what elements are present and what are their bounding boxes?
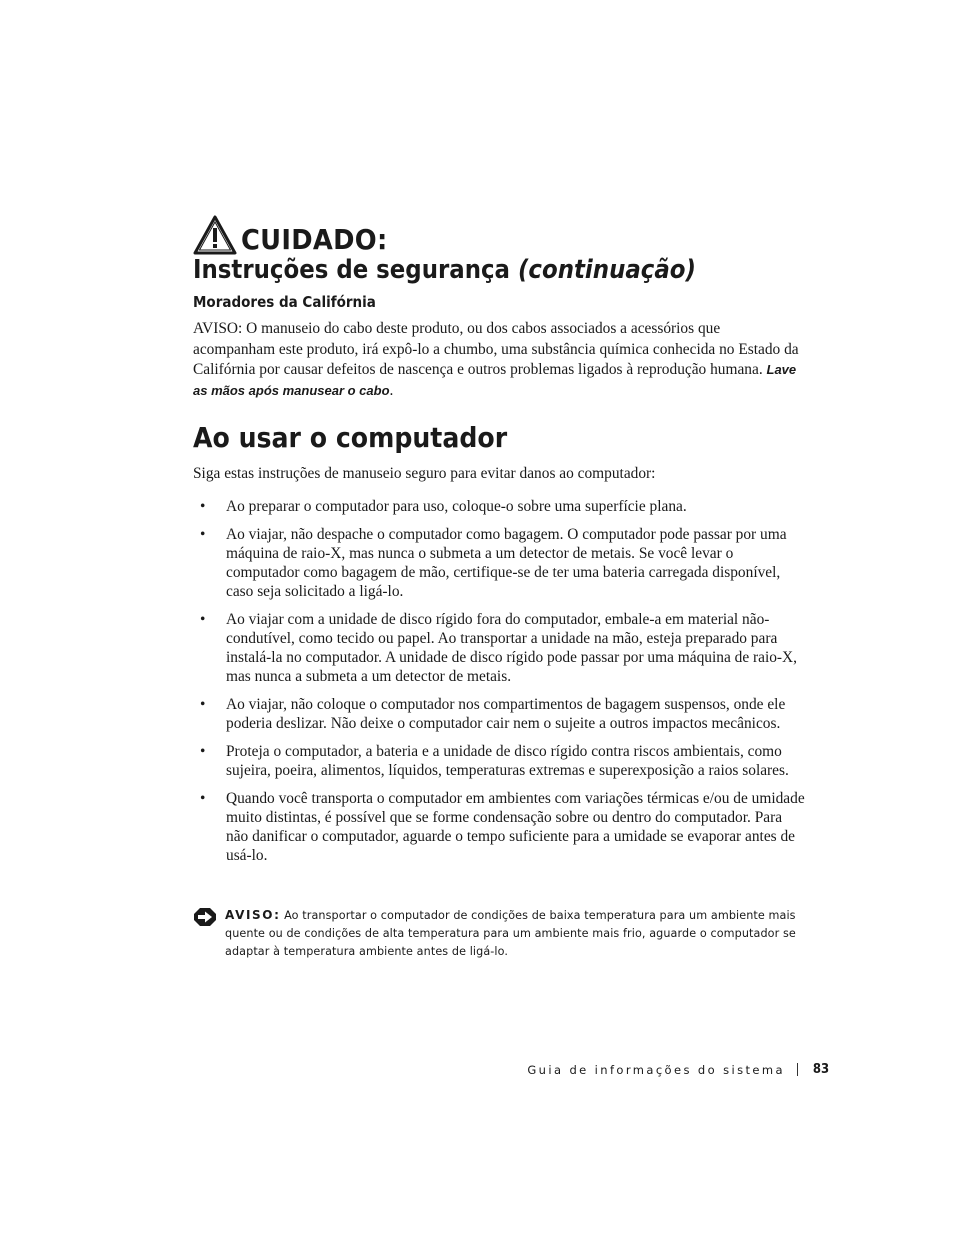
- list-item-text: Quando você transporta o computador em ambientes com variações térmicas e/ou de umidade muito distintas, é possível que se forme condensação sobre ou dentro do computador. Para não danificar o computador, aguarde o tempo suficiente para a umidade se evaporar antes de usá-lo.: [226, 790, 805, 864]
- title-main: Instruções de segurança: [193, 255, 518, 285]
- warning-triangle-icon: [193, 215, 237, 255]
- page-title: [193, 255, 739, 285]
- bullet-dot: •: [200, 696, 206, 713]
- list-item: [193, 610, 805, 686]
- footer-divider: [797, 1063, 798, 1076]
- notice-body: Ao transportar o computador de condições de baixa temperatura para um ambiente mais quente ou de condições de alta temperatura para um ambiente mais frio, aguarde o computador se adaptar à temperatura ambiente antes de ligá-lo.: [225, 909, 796, 958]
- caution-line: [193, 215, 813, 255]
- notice-label: AVISO:: [225, 908, 281, 922]
- notice-text: [225, 906, 805, 961]
- bullet-dot: •: [200, 790, 206, 807]
- list-item-text: Ao viajar com a unidade de disco rígido fora do computador, embale-a em material não-condutível, como tecido ou papel. Ao transportar a unidade na mão, esteja preparado para instalá-la no computador. A unidade de disco rígido pode passar por uma máquina de raio-X, mas nunca a submeta a um detector de metais.: [226, 611, 798, 685]
- list-item-text: Proteja o computador, a bateria e a unidade de disco rígido contra riscos ambientais, como sujeira, poeira, alimentos, líquidos, temperaturas extremas e superexposição a raios solares.: [226, 743, 789, 779]
- bullet-list: [193, 497, 805, 874]
- california-heading: Moradores da Califórnia: [193, 293, 376, 311]
- caution-header: [193, 215, 813, 285]
- bullet-dot: •: [200, 526, 206, 543]
- notice-box: [193, 906, 805, 961]
- california-emphasis: Lave as mãos após manusear o cabo: [193, 362, 797, 398]
- list-item-text: Ao preparar o computador para uso, coloque-o sobre uma superfície plana.: [226, 498, 687, 515]
- bullet-dot: •: [200, 743, 206, 760]
- section-intro: Siga estas instruções de manuseio seguro para evitar danos ao computador:: [193, 465, 656, 482]
- footer-guide-title: Guia de informações do sistema: [527, 1062, 785, 1077]
- list-item: [193, 525, 805, 601]
- list-item: [193, 497, 805, 516]
- caution-heading: CUIDADO:: [241, 223, 388, 256]
- list-item: [193, 789, 805, 865]
- list-item: [193, 742, 805, 780]
- list-item-text: Ao viajar, não despache o computador como bagagem. O computador pode passar por uma máquina de raio-X, mas nunca o submeta a um detector de metais. Se você levar o computador como bagagem de mão, certifique-se de ter uma bateria carregada disponível, caso seja solicitado a ligá-lo.: [226, 526, 787, 600]
- california-end: .: [389, 381, 394, 399]
- section-title: Ao usar o computador: [193, 421, 508, 454]
- california-label: AVISO:: [193, 320, 243, 337]
- bullet-dot: •: [200, 498, 206, 515]
- page-footer: [527, 1062, 830, 1077]
- title-continuation: (continuação): [517, 255, 696, 285]
- california-text: O manuseio do cabo deste produto, ou dos cabos associados a acessórios que acompanham este produto, irá expô-lo a chumbo, uma substância química conhecida no Estado da Califórnia por causar defeitos de nascença e outros problemas ligados à reprodução humana.: [193, 320, 799, 378]
- list-item-text: Ao viajar, não coloque o computador nos compartimentos de bagagem suspensos, onde ele poderia deslizar. Não deixe o computador cair nem o sujeite a outros impactos mecânicos.: [226, 696, 786, 732]
- list-item: [193, 695, 805, 733]
- california-notice: [193, 319, 805, 401]
- notice-arrow-icon: [193, 907, 217, 927]
- page-number: 83: [812, 1062, 830, 1077]
- bullet-dot: •: [200, 611, 206, 628]
